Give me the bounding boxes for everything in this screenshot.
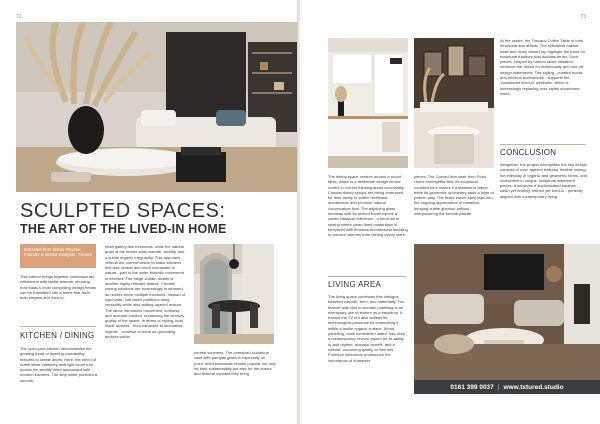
- conclusion-heading-rule: [500, 144, 586, 145]
- headline-title: SCULPTED SPACES:: [20, 200, 226, 222]
- conclusion-text: Altogether, the project exemplifies the key design currents of now: layered textures, flexible zoning, the interplay of organic and geometric forms, and investment in unique, sculptural statement pieces. It achieves a sophisticated balance - clean yet inviting, refined yet lived-in - perfectly aligned with contemporary living.: [500, 162, 587, 199]
- living-col1: The dining space centres around a round table, which is a deliberate design choice rooted in current thinking about conviviality. Circular dining setups are being embraced for their ability to soften rectilinear architecture and promote natural conversation flow. The adjoining glass doorway with its arched frame injects a subtle classical reference - a trend we're seeing where clean-lined modernism is tempered with timeless architectural detailing to prevent interiors from feeling overly stark.: [328, 174, 408, 238]
- living-col2: The living space continues this dialogue between warmth, form, and materiality. The feature wall clad in wooden panelling is an exemplary use of texture as a backdrop. It frames the TV but also softens its technological presence by embedding it within a tactile organic surface. Wood panelling, once considered dated, has seen a contemporary revival, prized for its ability to add rhythm, acoustic benefit, and a natural, cocooning quality to interiors. Furniture selections underscore the importance of character: [328, 294, 406, 363]
- headline-subtitle: THE ART OF THE LIVED-IN HOME: [20, 222, 227, 236]
- living-heading-rule: [328, 276, 406, 277]
- contact-website[interactable]: www.txtured.studio: [503, 383, 564, 391]
- wall-art-vignette-photo: [414, 38, 494, 168]
- hero-living-room-photo: [16, 22, 298, 192]
- living-heading: LIVING AREA: [328, 280, 382, 289]
- left-page: [0, 0, 298, 424]
- coffee-table-text: At the centre, the Tuscany Coffee Table in both functional and artistic. The cylindrical marble base and richly veined top highlight the trend for sculptural furniture that doubles as art. Such pieces, shaped by natural stone variation, reinforce the desire for individuality and one-off design statements. The styling - curated books and minimal accessories - supports the 'considered lived-in' aesthetic, which is increasingly replacing over-styled showhome looks.: [500, 38, 586, 96]
- kitchen-photo: [328, 38, 408, 168]
- page-number-left: 72: [16, 14, 22, 20]
- kitchen-heading: KITCHEN / DINING: [20, 331, 95, 340]
- living-room-photo: [414, 244, 600, 380]
- contact-bar: [414, 380, 600, 394]
- conclusion-heading: CONCLUSION: [500, 148, 557, 157]
- right-page: [300, 0, 600, 424]
- page-number-right: 73: [580, 14, 586, 20]
- contact-separator: |: [497, 383, 500, 391]
- kitchen-col3: neutral schemes. The oversized sculptural vase with pampas grass is especially on point: dried botanicals remain popular not only for their sustainability but also for the drama and textural contrast they bring.: [194, 350, 276, 377]
- kitchen-heading-rule: [20, 326, 96, 327]
- dining-area-photo: [194, 244, 274, 344]
- kitchen-col2: fresh gallery-like freshness, while the natural grain of the timber adds warmth, tactility, and a subtle organic irregularity. This approach reflects the current desire to make kitchens feel less clinical and more connected to nature - part of the wider biophilic movement in interiors. The beige curtain divider is another highly relevant feature. Flexible zoning solutions are increasingly in demand as homes serve multiple functions. Instead of rigid walls, soft fabric partitions bring versatility while also adding layered texture. The fabric introduces movement, softness, and acoustic comfort, enhancing the sensory quality of the space. In terms of styling, bold black accents - from hardware to decorative objects - continue to trend as grounding devices within: [105, 244, 186, 340]
- contact-phone[interactable]: 0161 399 0037: [450, 383, 494, 391]
- credit-box: [20, 244, 96, 268]
- kitchen-col1: The open-plan kitchen demonstrates the growing trend of layering contrasting textures to create depth. Here, the blend of matte white cabinetry with light wood trim avoids the sterility often associated with modern kitchens. The strip white provides a smooth...: [20, 346, 98, 383]
- living-col3: pieces. The Curved Arm chair from Soho Home exemplifies this: its sculptural, rounded form makes it a statement object while its geometric upholstery adds a layer of pattern play. The brass swivel base taps into the ongoing appreciation of metallics, bringing subtle glamour without overpowering the neutral palette.: [414, 174, 494, 217]
- credit-text: Extracted from Simon Playlow, Founder & Interior Designer, Txtured: [24, 247, 92, 258]
- intro-text: This interior brings together contemporary refinement with tactile warmth, showing how today's most compelling design trends can be translated into a home that feels both elegant and lived-in.: [20, 274, 97, 301]
